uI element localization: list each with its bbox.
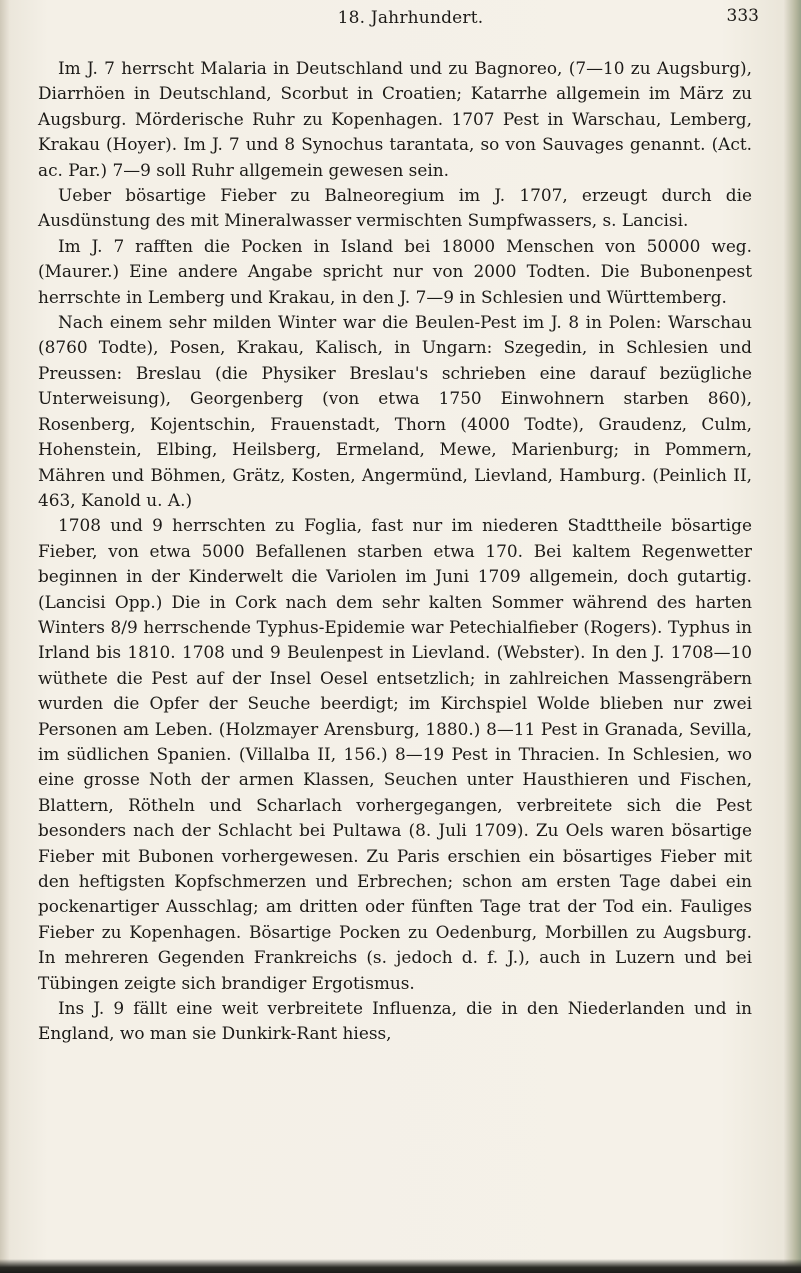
paragraph: 1708 und 9 herrschten zu Foglia, fast nur im niederen Stadttheile bösartige Fieber, von etwa 5000 Befallenen starben etwa 170. Bei kaltem Regenwetter beginnen in der Kinderwelt die Variolen im Juni 1709 allgemein, doch gutartig. (Lancisi Opp.) Die in Cork nach dem sehr kalten Sommer während des harten Winters 8/9 herrschende Typhus-Epidemie war Petechialfieber (Rogers). Typhus in Irland bis 1810. 1708 und 9 Beulenpest in Lievland. (Webster). In den J. 1708—10 wüthete die Pest auf der Insel Oesel entsetzlich; in zahlreichen Massengräbern wurden die Opfer der Seuche beerdigt; im Kirchspiel Wolde blieben nur zwei Personen am Leben. (Holzmayer Arensburg, 1880.) 8—11 Pest in Granada, Sevilla, im südlichen Spanien. (Villalba II, 156.) 8—19 Pest in Thracien. In Schlesien, wo eine grosse Noth der armen Klassen, Seuchen unter Hausthieren und Fischen, Blattern, Rötheln und Scharlach vorhergegangen, verbreitete sich die Pest besonders nach der Schlacht bei Pultawa (8. Juli 1709). Zu Oels waren bösartige Fieber mit Bubonen vorhergewesen. Zu Paris erschien ein bösartiges Fieber mit den heftigsten Kopfschmerzen und Erbrechen; schon am ersten Tage dabei ein pockenartiger Ausschlag; am dritten oder fünften Tage trat der Tod ein. Fauliges Fieber zu Kopenhagen. Bösartige Pocken zu Oedenburg, Morbillen zu Augsburg. In mehreren Gegenden Frankreichs (s. jedoch d. f. J.), auch in Luzern und bei Tübingen zeigte sich brandiger Ergotismus. [38,515,752,993]
paragraph: Nach einem sehr milden Winter war die Beulen-Pest im J. 8 in Polen: Warschau (8760 Todte), Posen, Krakau, Kalisch, in Ungarn: Szegedin, in Schlesien und Preussen: Breslau (die Physiker Breslau's schrieben eine darauf bezügliche Unterweisung), Georgenberg (von etwa 1750 Einwohnern starben 860), Rosenberg, Kojentschin, Frauenstadt, Thorn (4000 Todte), Graudenz, Culm, Hohenstein, Elbing, Heilsberg, Ermeland, Mewe, Marienburg; in Pommern, Mähren und Böhmen, Grätz, Kosten, Angermünd, Lievland, Hamburg. (Peinlich II, 463, Kanold u. A.) [38,312,752,510]
paragraph: Im J. 7 herrscht Malaria in Deutschland und zu Bagnoreo, (7—10 zu Augsburg), Diarrhöen in Deutschland, Scorbut in Croatien; Katarrhe allgemein im März zu Augsburg. Mörderische Ruhr zu Kopenhagen. 1707 Pest in Warschau, Lemberg, Krakau (Hoyer). Im J. 7 und 8 Synochus tarantata, so von Sauvages genannt. (Act. ac. Par.) 7—9 soll Ruhr allgemein gewesen sein. [38,58,752,180]
running-title: 18. Jahrhundert. [337,8,484,28]
page-left-edge [0,0,10,1273]
page-right-edge [783,0,801,1273]
paragraph: Ueber bösartige Fieber zu Balneoregium im J. 1707, erzeugt durch die Ausdünstung des mit Mineralwasser vermischten Sumpfwassers, s. Lancisi. [38,185,752,231]
body-text [38,56,752,1047]
paragraph: Im J. 7 rafften die Pocken in Island bei 18000 Menschen von 50000 weg. (Maurer.) Eine andere Angabe spricht nur von 2000 Todten. Die Bubonenpest herrschte in Lemberg und Krakau, in den J. 7—9 in Schlesien und Württemberg. [38,235,752,307]
page-bottom-edge [0,1259,801,1273]
paragraph: Ins J. 9 fällt eine weit verbreitete Influenza, die in den Niederlanden und in England, wo man sie Dunkirk-Rant hiess, [38,998,752,1044]
page-header [60,6,761,36]
page-number: 333 [726,6,759,26]
